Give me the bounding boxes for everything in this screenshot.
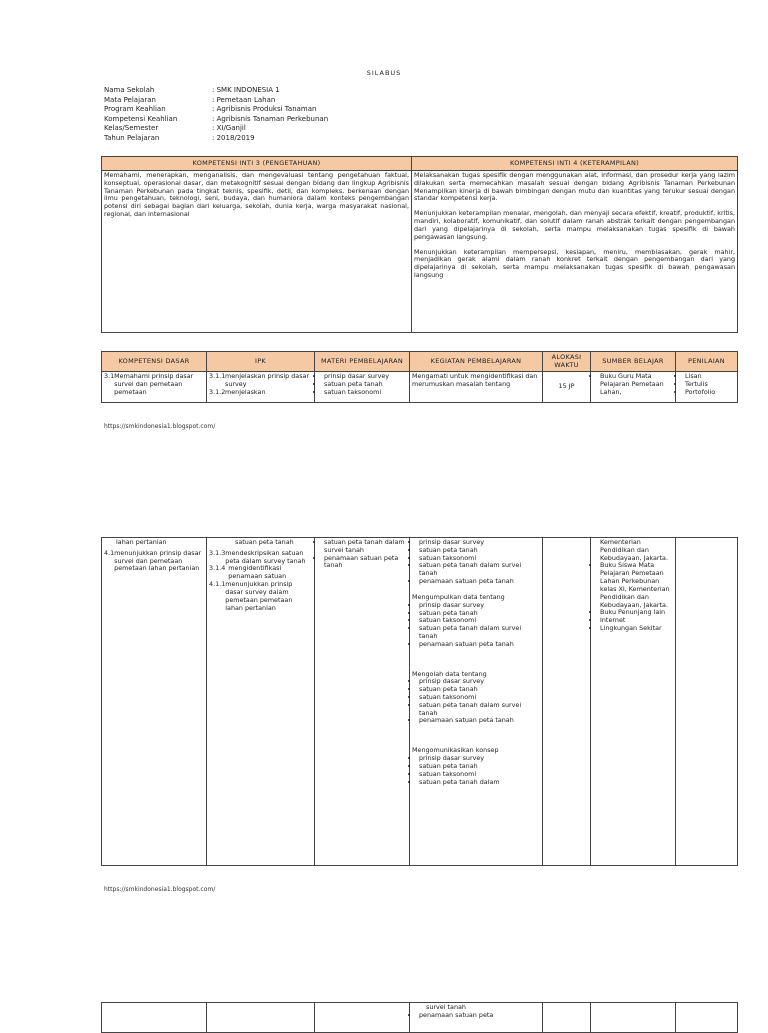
kd-cell: [102, 1003, 207, 1033]
info-value: : SMK INDONESIA 1: [212, 86, 280, 94]
sumber-item: • Lingkungan Sekitar: [600, 625, 673, 633]
kegiatan-item: • penamaan satuan peta tanah: [419, 717, 540, 725]
kegiatan-item: • prinsip dasar survey: [419, 539, 540, 547]
sumber-cell: [591, 372, 676, 403]
kompetensi-dasar-table-1: [101, 351, 738, 403]
sumber-item: • Buku Guru Mata Pelajaran Pemetaan Lahan,: [600, 373, 673, 396]
kegiatan-item: • satuan taksonomi: [419, 617, 540, 625]
materi-cell: [315, 372, 410, 403]
info-label: Tahun Pelajaran: [104, 133, 160, 142]
penilaian-item: • Lisan: [685, 373, 735, 381]
kegiatan-text: survei tanah: [426, 1003, 466, 1011]
ipk-number: 3.1.4: [209, 564, 226, 573]
header-alokasi: ALOKASI WAKTU: [543, 352, 591, 372]
materi-item: • prinsip dasar survey: [324, 373, 407, 381]
kegiatan-item: • satuan taksonomi: [419, 694, 540, 702]
kegiatan-subheading: Mengomunikasikan konsep: [412, 746, 499, 755]
kd-text: Memahami prinsip dasar survei dan pemetaan pemetaan: [114, 372, 194, 396]
alokasi-cell: [543, 1003, 591, 1033]
ipk-number: 3.1.3: [209, 548, 226, 557]
info-value: : XI/Ganjil: [212, 124, 246, 132]
ki4-cell: [412, 171, 738, 333]
kompetensi-inti-table: [101, 156, 738, 333]
ipk-text: mengidentifikasi penamaan satuan: [228, 564, 287, 581]
materi-item: • satuan taksonomi: [324, 389, 407, 397]
header-kegiatan: KEGIATAN PEMBELAJARAN: [410, 352, 543, 372]
info-label: Nama Sekolah: [104, 86, 155, 94]
alokasi-cell: [543, 538, 591, 866]
school-info: [104, 86, 432, 143]
materi-item: • satuan peta tanah dalam survei tanah: [324, 539, 407, 555]
kegiatan-item: • satuan taksonomi: [419, 771, 540, 779]
kegiatan-subheading: Mengumpulkan data tentang: [412, 592, 505, 601]
ipk-text: satuan peta tanah: [235, 538, 294, 546]
info-value: : Agribisnis Produksi Tanaman: [212, 105, 317, 113]
kd-cell: [102, 538, 207, 866]
kegiatan-item: • satuan taksonomi: [419, 555, 540, 563]
kompetensi-dasar-table-3: [101, 1002, 738, 1033]
kegiatan-item: • penamaan satuan peta tanah: [419, 641, 540, 649]
kegiatan-item: • prinsip dasar survey: [419, 602, 540, 610]
kegiatan-cell: [410, 538, 543, 866]
info-value: : Pemetaan Lahan: [212, 95, 276, 104]
materi-cell: [315, 1003, 410, 1033]
ki3-header: KOMPETENSI INTI 3 (PENGETAHUAN): [102, 157, 412, 171]
sumber-item: • Buku Siswa Mata Pelajaran Pemetaan Lahan Perkebunan kelas XI, Kementerian Pendidikan dan Kebudayaan, Jakarta.: [600, 562, 673, 609]
header-ipk: IPK: [207, 352, 315, 372]
materi-cell: [315, 538, 410, 866]
alokasi-cell: 15 JP: [543, 372, 591, 403]
sumber-cell: [591, 538, 676, 866]
ki4-paragraph: Menunjukkan keterampilan menalar, mengolah, dan menyaji secara efektif, kreatif, produktif, kritis, mandiri, kolaboratif, komunikatif, dan solutif dalam ranah abstrak terkait dengan pengembangan dari yang dipelajarinya di sekolah, serta mampu melaksanakan tugas spesifik di bawah pengawasan langsung.: [414, 209, 735, 241]
sumber-item: • Buku Penunjang lain: [600, 609, 673, 617]
sumber-text: Kementerian Pendidikan dan Kebudayaan, Jakarta.: [600, 538, 668, 562]
ipk-cell: [207, 538, 315, 866]
footer-url: https://smkindonesia1.blogspot.com/: [104, 423, 216, 430]
penilaian-item: • Portofolio: [685, 389, 735, 397]
materi-item: • penamaan satuan peta tanah: [324, 555, 407, 571]
sumber-cell: [591, 1003, 676, 1033]
ipk-text: menunjukkan prinsip dasar survey dalam pemetaan pemetaan lahan pertanian: [225, 580, 293, 612]
kompetensi-dasar-table-2: [101, 537, 738, 866]
kegiatan-item: • satuan peta tanah: [419, 547, 540, 555]
kegiatan-item: • satuan peta tanah dalam survei tanah: [419, 625, 540, 641]
kegiatan-subheading: Mengolah data tentang: [412, 669, 487, 678]
materi-item: • satuan peta tanah: [324, 381, 407, 389]
info-value: : Agribisnis Tanaman Perkebunan: [212, 114, 329, 123]
kegiatan-item: • satuan peta tanah dalam survei tanah: [419, 562, 540, 578]
header-kompetensi-dasar: KOMPETENSI DASAR: [102, 352, 207, 372]
ipk-text: mendeskripsikan satuan peta dalam survey tanah: [225, 548, 306, 565]
kd-number: 4.1: [104, 548, 115, 557]
sumber-item: • Internet: [600, 617, 673, 625]
ipk-number: 3.1.2: [209, 387, 226, 396]
ki3-text: Memahami, menerapkan, menganalisis, dan mengevaluasi tentang pengetahuan faktual, konseptual, operasional dasar, dan metakognitif sesuai dengan bidang dan lingkup Agribisnis Tanaman Perkebunan pada tingkat teknis, spesifik, detil, dan kompleks, berkenaan dengan ilmu pengetahuan, teknologi, seni, budaya, dan humaniora dalam konteks pengembangan potensi diri sebagai bagian dari keluarga, sekolah, dunia kerja, warga masyarakat nasional, regional, dan internasional: [102, 171, 412, 333]
kegiatan-cell: Mengamati untuk mengidentifikasi dan merumuskan masalah tentang: [410, 372, 543, 403]
penilaian-item: • Tertulis: [685, 381, 735, 389]
kd-cell: [102, 372, 207, 403]
ki4-paragraph: Melaksanakan tugas spesifik dengan menggunakan alat, informasi, dan prosedur kerja yang lazim dilakukan serta memecahkan masalah sesuai dengan bidang Agribisnis Tanaman Perkebunan Menampilkan kinerja di bawah bimbingan dengan mutu dan kuantitas yang terukur sesuai dengan standar kompetensi kerja.: [414, 171, 735, 203]
ki4-paragraph: Menunjukkan keterampilan mempersepsi, kesiapan, meniru, membiasakan, gerak mahir, menjadikan gerak alami dalam ranah konkret terkait dengan pengembangan dari yang dipelajarinya di sekolah, serta mampu melaksanakan tugas spesifik di bawah pengawasan langsung: [414, 247, 735, 279]
header-sumber: SUMBER BELAJAR: [591, 352, 676, 372]
info-label: Kompetensi Keahlian: [104, 114, 178, 123]
info-value: : 2018/2019: [212, 133, 255, 142]
penilaian-cell: [676, 372, 738, 403]
ipk-cell: [207, 1003, 315, 1033]
kegiatan-item: • penamaan satuan peta: [419, 1012, 540, 1020]
ipk-text: menjelaskan prinsip dasar survey: [225, 372, 310, 388]
kegiatan-item: • satuan peta tanah dalam: [419, 779, 540, 787]
info-label: Kelas/Semester: [104, 124, 159, 132]
penilaian-cell: [676, 1003, 738, 1033]
ki4-header: KOMPETENSI INTI 4 (KETERAMPILAN): [412, 157, 738, 171]
ipk-text: menjelaskan: [225, 387, 266, 396]
kd-number: 3.1: [104, 372, 115, 380]
kegiatan-item: • prinsip dasar survey: [419, 678, 540, 686]
kegiatan-item: • satuan peta tanah: [419, 686, 540, 694]
kegiatan-item: • satuan peta tanah: [419, 610, 540, 618]
document-title: SILABUS: [366, 69, 402, 77]
penilaian-cell: [676, 538, 738, 866]
kegiatan-item: • prinsip dasar survey: [419, 755, 540, 763]
kegiatan-item: • penamaan satuan peta tanah: [419, 578, 540, 586]
info-label: Mata Pelajaran: [104, 95, 156, 104]
kegiatan-item: • satuan peta tanah: [419, 763, 540, 771]
ipk-number: 3.1.1: [209, 372, 226, 380]
header-penilaian: PENILAIAN: [676, 352, 738, 372]
kegiatan-cell: [410, 1003, 543, 1033]
kegiatan-item: • satuan peta tanah dalam survei tanah: [419, 702, 540, 718]
kd-text: menunjukkan prinsip dasar survei dan pemetaan pemetaan lahan pertanian: [114, 548, 202, 573]
header-materi: MATERI PEMBELAJARAN: [315, 352, 410, 372]
footer-url: https://smkindonesia1.blogspot.com/: [104, 886, 216, 893]
ipk-number: 4.1.1: [209, 580, 226, 589]
info-label: Program Keahlian: [104, 105, 166, 113]
kd-text: lahan pertanian: [116, 538, 167, 546]
ipk-cell: [207, 372, 315, 403]
